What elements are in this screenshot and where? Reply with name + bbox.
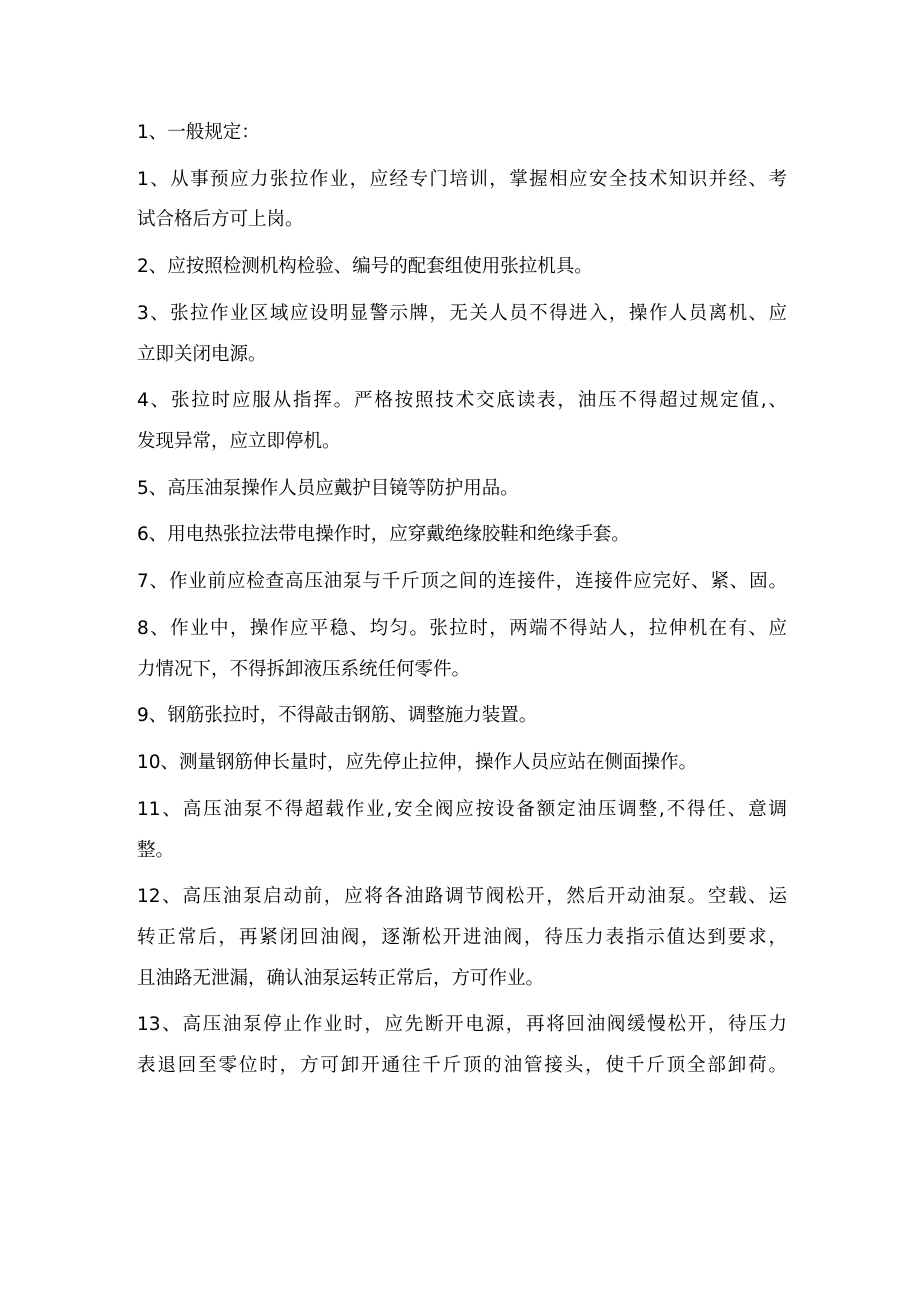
rule-item-9-line-1: 9、钢筋张拉时，不得敲击钢筋、调整施力装置。 bbox=[137, 705, 538, 727]
rule-item-7 bbox=[137, 562, 787, 603]
rule-item-7-line-1: 7、作业前应检查高压油泵与千斤顶之间的连接件，连接件应完好、紧、固。 bbox=[137, 571, 787, 593]
rule-item-6 bbox=[137, 515, 787, 556]
rule-item-1-line-2: 试合格后方可上岗。 bbox=[137, 209, 304, 231]
rule-item-3 bbox=[137, 294, 787, 375]
rule-item-11-line-1: 11、高压油泵不得超载作业,安全阀应按设备额定油压调整,不得任、意调 bbox=[137, 798, 787, 820]
rule-item-11 bbox=[137, 790, 787, 871]
rule-item-5-line-1: 5、高压油泵操作人员应戴护目镜等防护用品。 bbox=[137, 477, 519, 499]
rule-item-9 bbox=[137, 696, 787, 737]
rule-item-2-line-1: 2、应按照检测机构检验、编号的配套组使用张拉机具。 bbox=[137, 256, 593, 278]
rule-item-12-line-3: 且油路无泄漏，确认油泵运转正常后，方可作业。 bbox=[137, 967, 545, 989]
rule-item-3-line-2: 立即关闭电源。 bbox=[137, 343, 267, 365]
rule-item-10-line-1: 10、测量钢筋伸长量时，应先停止拉伸，操作人员应站在侧面操作。 bbox=[137, 752, 698, 774]
rule-item-8-line-1: 8、作业中，操作应平稳、均匀。张拉时，两端不得站人，拉伸机在有、应 bbox=[137, 618, 787, 640]
rule-item-12 bbox=[137, 877, 787, 999]
rule-item-4-line-2: 发现异常，应立即停机。 bbox=[137, 430, 341, 452]
rule-item-1-line-1: 1、从事预应力张拉作业，应经专门培训，掌握相应安全技术知识并经、考 bbox=[137, 168, 787, 190]
rule-item-8-line-2: 力情况下，不得拆卸液压系统任何零件。 bbox=[137, 658, 471, 680]
section-heading-text: 1、一般规定： bbox=[137, 122, 260, 143]
document-body bbox=[137, 113, 787, 1093]
rule-item-8 bbox=[137, 609, 787, 690]
rule-item-4-line-1: 4、张拉时应服从指挥。严格按照技术交底读表，油压不得超过规定值,、 bbox=[137, 390, 787, 412]
rule-item-6-line-1: 6、用电热张拉法带电操作时，应穿戴绝缘胶鞋和绝缘手套。 bbox=[137, 524, 630, 546]
rule-item-2 bbox=[137, 247, 787, 288]
rule-item-5 bbox=[137, 469, 787, 510]
section-heading bbox=[137, 113, 787, 154]
rule-item-13-line-2: 表退回至零位时，方可卸开通往千斤顶的油管接头，使千斤顶全部卸荷。 bbox=[137, 1054, 787, 1076]
rule-item-13 bbox=[137, 1005, 787, 1086]
rule-item-3-line-1: 3、张拉作业区域应设明显警示牌，无关人员不得进入，操作人员离机、应 bbox=[137, 302, 787, 324]
rule-item-12-line-2: 转正常后，再紧闭回油阀，逐渐松开进油阀，待压力表指示值达到要求， bbox=[137, 926, 787, 948]
rule-item-4 bbox=[137, 381, 787, 462]
rule-item-12-line-1: 12、高压油泵启动前，应将各油路调节阀松开，然后开动油泵。空载、运 bbox=[137, 886, 787, 908]
rule-item-11-line-2: 整。 bbox=[137, 839, 175, 861]
rule-item-13-line-1: 13、高压油泵停止作业时，应先断开电源，再将回油阀缓慢松开，待压力 bbox=[137, 1014, 787, 1036]
rule-item-1 bbox=[137, 160, 787, 241]
rule-item-10 bbox=[137, 743, 787, 784]
